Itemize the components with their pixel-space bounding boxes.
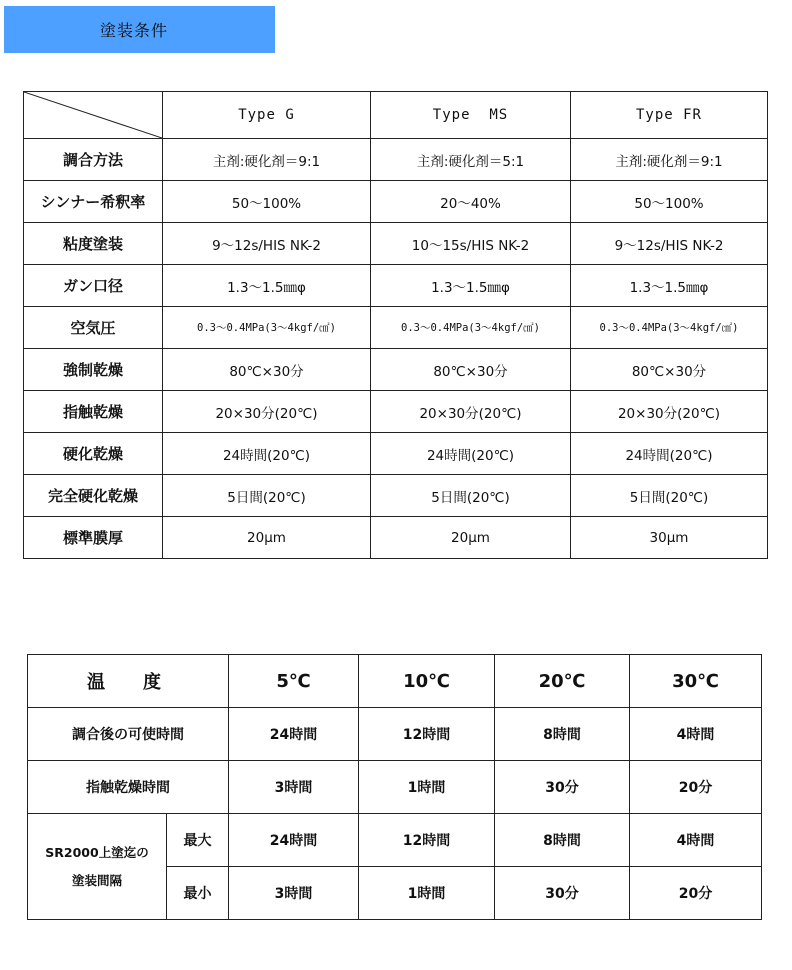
table-cell: 1.3〜1.5㎜φ	[163, 265, 371, 307]
table-cell: 24時間(20℃)	[571, 433, 768, 475]
table-cell: 9〜12s/HIS NK-2	[571, 223, 768, 265]
row-label: 強制乾燥	[24, 349, 163, 391]
row-label: ガン口径	[24, 265, 163, 307]
row-label: シンナー希釈率	[24, 181, 163, 223]
table-cell: 20分	[630, 761, 762, 814]
interval-label-line1: SR2000上塗迄の	[45, 844, 149, 860]
pot-life-row	[28, 708, 762, 761]
table-cell: 24時間(20℃)	[371, 433, 571, 475]
table-cell: 20μm	[163, 517, 371, 559]
table-cell: 1時間	[359, 761, 495, 814]
row-label: 指触乾燥時間	[28, 761, 229, 814]
interval-label	[28, 814, 167, 920]
table-cell: 5日間(20℃)	[163, 475, 371, 517]
table-cell: 3時間	[229, 867, 359, 920]
table-row	[24, 349, 768, 391]
table-cell: 1.3〜1.5㎜φ	[571, 265, 768, 307]
diagonal-corner-cell	[24, 92, 163, 139]
column-header-type-ms: Type MS	[371, 92, 571, 139]
table-cell: 12時間	[359, 708, 495, 761]
table-cell: 5日間(20℃)	[571, 475, 768, 517]
table-cell: 80℃×30分	[571, 349, 768, 391]
table-cell: 30μm	[571, 517, 768, 559]
table-cell: 24時間(20℃)	[163, 433, 371, 475]
table-cell: 80℃×30分	[371, 349, 571, 391]
table-cell: 20μm	[371, 517, 571, 559]
table-cell: 30分	[495, 867, 630, 920]
column-header-type-fr: Type FR	[571, 92, 768, 139]
table-cell: 30分	[495, 761, 630, 814]
table-cell: 0.3〜0.4MPa(3〜4kgf/㎠)	[371, 307, 571, 349]
row-label: 調合方法	[24, 139, 163, 181]
min-label: 最小	[167, 867, 229, 920]
table-cell: 10〜15s/HIS NK-2	[371, 223, 571, 265]
interval-max-row	[28, 814, 762, 867]
table-row	[24, 265, 768, 307]
table-cell: 80℃×30分	[163, 349, 371, 391]
table-cell: 9〜12s/HIS NK-2	[163, 223, 371, 265]
table-cell: 主剤:硬化剤＝9:1	[571, 139, 768, 181]
table-cell: 20〜40%	[371, 181, 571, 223]
temp-header: 30℃	[630, 655, 762, 708]
table-row	[24, 391, 768, 433]
table-header-row	[24, 92, 768, 139]
temperature-label: 温度	[28, 655, 229, 708]
table-cell: 20×30分(20℃)	[163, 391, 371, 433]
table-row	[24, 181, 768, 223]
table-cell: 5日間(20℃)	[371, 475, 571, 517]
table-cell: 4時間	[630, 708, 762, 761]
table-cell: 0.3〜0.4MPa(3〜4kgf/㎠)	[571, 307, 768, 349]
table-row	[24, 223, 768, 265]
table-cell: 24時間	[229, 814, 359, 867]
touch-dry-row	[28, 761, 762, 814]
table-cell: 主剤:硬化剤＝9:1	[163, 139, 371, 181]
row-label: 硬化乾燥	[24, 433, 163, 475]
table-cell: 8時間	[495, 814, 630, 867]
table-cell: 1.3〜1.5㎜φ	[371, 265, 571, 307]
table-row	[24, 433, 768, 475]
temp-header: 20℃	[495, 655, 630, 708]
table-cell: 50〜100%	[571, 181, 768, 223]
table-cell: 1時間	[359, 867, 495, 920]
row-label: 指触乾燥	[24, 391, 163, 433]
table-cell: 4時間	[630, 814, 762, 867]
table-row	[24, 517, 768, 559]
row-label: 完全硬化乾燥	[24, 475, 163, 517]
temp-header: 5℃	[229, 655, 359, 708]
section-title: 塗装条件	[4, 6, 275, 53]
interval-label-line2: 塗装間隔	[71, 872, 122, 888]
table-cell: 20分	[630, 867, 762, 920]
temperature-interval-table	[27, 654, 762, 920]
table-cell: 24時間	[229, 708, 359, 761]
table-row	[24, 307, 768, 349]
table-cell: 12時間	[359, 814, 495, 867]
row-label: 空気圧	[24, 307, 163, 349]
table-cell: 20×30分(20℃)	[371, 391, 571, 433]
coating-conditions-table	[23, 91, 768, 559]
row-label: 調合後の可使時間	[28, 708, 229, 761]
table-row	[24, 139, 768, 181]
table-cell: 3時間	[229, 761, 359, 814]
table-cell: 主剤:硬化剤＝5:1	[371, 139, 571, 181]
table-cell: 8時間	[495, 708, 630, 761]
max-label: 最大	[167, 814, 229, 867]
temperature-header-row	[28, 655, 762, 708]
row-label: 粘度塗装	[24, 223, 163, 265]
table-cell: 0.3〜0.4MPa(3〜4kgf/㎠)	[163, 307, 371, 349]
table-cell: 20×30分(20℃)	[571, 391, 768, 433]
row-label: 標準膜厚	[24, 517, 163, 559]
column-header-type-g: Type G	[163, 92, 371, 139]
table-cell: 50〜100%	[163, 181, 371, 223]
table-row	[24, 475, 768, 517]
temp-header: 10℃	[359, 655, 495, 708]
